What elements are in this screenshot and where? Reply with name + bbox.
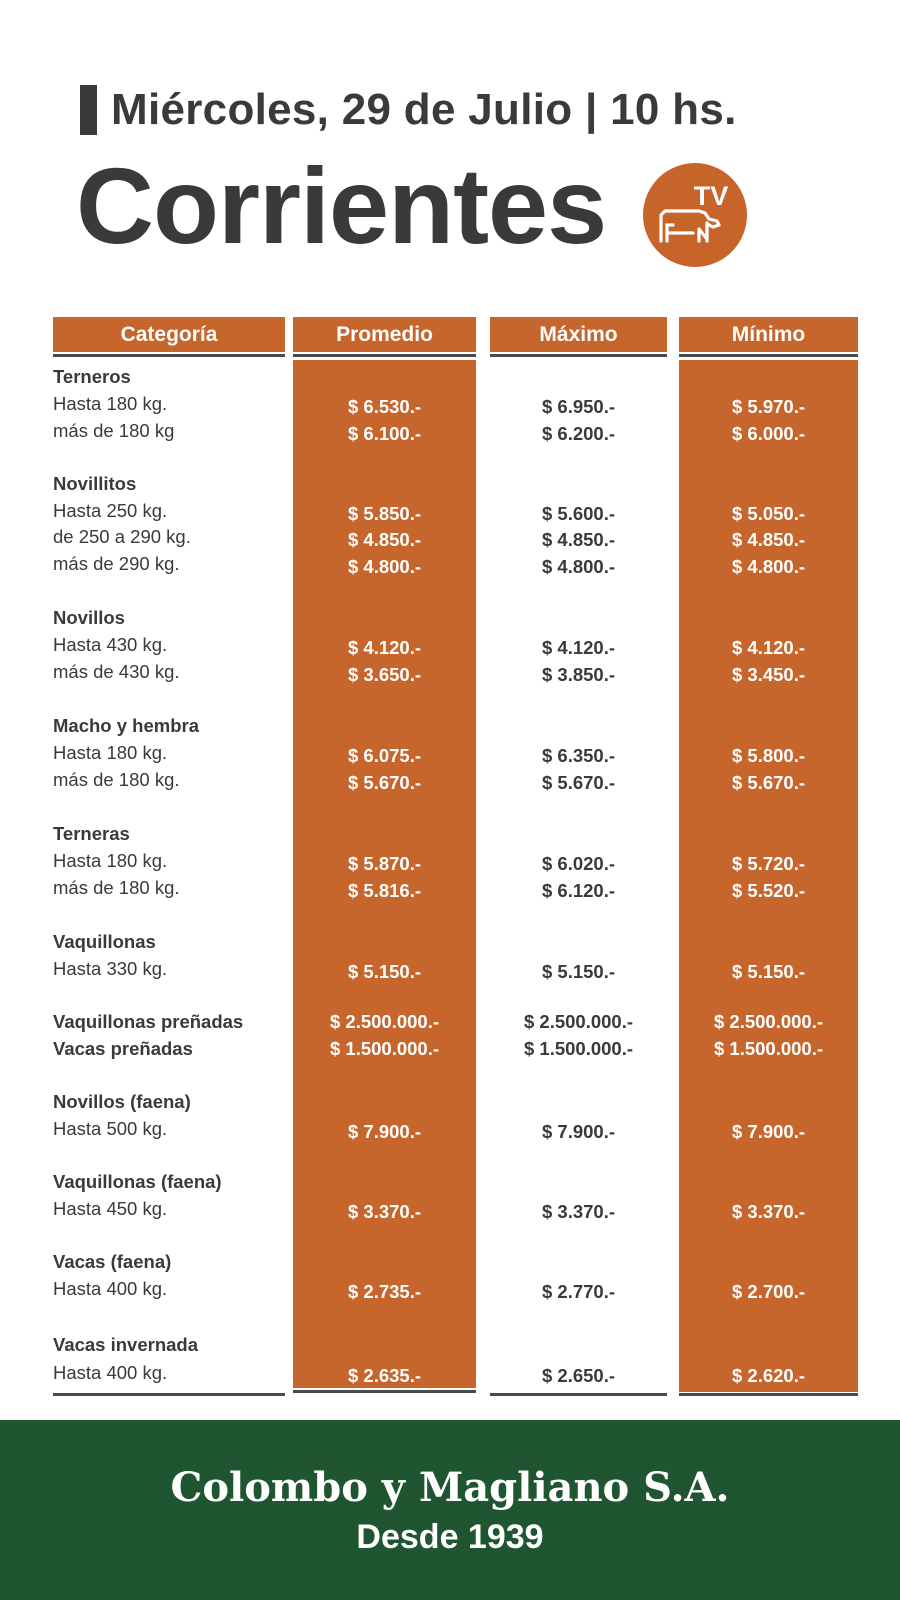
weight-range-label: Hasta 250 kg. xyxy=(53,500,168,521)
tv-logo-icon xyxy=(643,163,747,267)
promedio-cell: $ 3.370.- xyxy=(347,1201,422,1222)
minimo-cell: $ 2.620.- xyxy=(731,1365,806,1386)
maximo-cell: $ 2.770.- xyxy=(541,1281,616,1302)
minimo-cell: $ 5.720.- xyxy=(731,853,806,874)
maximo-cell: $ 5.150.- xyxy=(541,961,616,982)
maximo-cell: $ 4.800.- xyxy=(541,556,616,577)
company-logo: Colombo y Magliano S.A. xyxy=(170,1464,730,1511)
header-divider xyxy=(53,354,285,357)
minimo-cell: $ 3.370.- xyxy=(731,1201,806,1222)
column-header-promedio: Promedio xyxy=(293,317,476,352)
table-bottom-line xyxy=(293,1390,476,1393)
category-label: Novillitos xyxy=(53,473,137,494)
page-title: Corrientes xyxy=(76,145,607,266)
weight-range-label: Hasta 430 kg. xyxy=(53,634,168,655)
weight-range-label: más de 180 kg xyxy=(53,420,175,441)
category-label: Vaquillonas preñadas xyxy=(53,1011,244,1032)
promedio-cell: $ 6.075.- xyxy=(347,745,422,766)
promedio-cell: $ 2.635.- xyxy=(347,1365,422,1386)
minimo-cell: $ 5.520.- xyxy=(731,880,806,901)
promedio-cell: $ 3.650.- xyxy=(347,664,422,685)
promedio-cell: $ 7.900.- xyxy=(347,1121,422,1142)
minimo-cell: $ 4.850.- xyxy=(731,529,806,550)
weight-range-label: Hasta 500 kg. xyxy=(53,1118,168,1139)
category-label: Macho y hembra xyxy=(53,715,199,736)
title-accent-bar xyxy=(80,85,97,135)
maximo-cell: $ 4.120.- xyxy=(541,637,616,658)
minimo-cell: $ 2.500.000.- xyxy=(713,1011,824,1032)
promedio-cell: $ 6.530.- xyxy=(347,396,422,417)
promedio-cell: $ 5.150.- xyxy=(347,961,422,982)
promedio-cell: $ 1.500.000.- xyxy=(329,1038,440,1059)
weight-range-label: Hasta 180 kg. xyxy=(53,850,168,871)
minimo-cell: $ 4.800.- xyxy=(731,556,806,577)
maximo-cell: $ 6.200.- xyxy=(541,423,616,444)
category-label: Novillos xyxy=(53,607,125,628)
tv-logo-text: TV xyxy=(693,181,729,211)
weight-range-label: Hasta 180 kg. xyxy=(53,742,168,763)
date-line xyxy=(80,84,737,136)
category-label: Novillos (faena) xyxy=(53,1091,191,1112)
minimo-cell: $ 5.150.- xyxy=(731,961,806,982)
weight-range-label: más de 430 kg. xyxy=(53,661,180,682)
maximo-cell: $ 3.850.- xyxy=(541,664,616,685)
promedio-cell: $ 2.735.- xyxy=(347,1281,422,1302)
column-header-maximo: Máximo xyxy=(490,317,667,352)
header-divider xyxy=(679,354,858,357)
weight-range-label: Hasta 180 kg. xyxy=(53,393,168,414)
maximo-cell: $ 6.350.- xyxy=(541,745,616,766)
minimo-cell: $ 6.000.- xyxy=(731,423,806,444)
table-bottom-line xyxy=(53,1393,285,1396)
maximo-cell: $ 5.600.- xyxy=(541,503,616,524)
category-label: Vaquillonas xyxy=(53,931,156,952)
table-bottom-line xyxy=(679,1393,858,1396)
weight-range-label: más de 180 kg. xyxy=(53,877,180,898)
promedio-cell: $ 4.800.- xyxy=(347,556,422,577)
weight-range-label: más de 180 kg. xyxy=(53,769,180,790)
maximo-cell: $ 7.900.- xyxy=(541,1121,616,1142)
category-label: Vacas (faena) xyxy=(53,1251,172,1272)
category-label: Terneros xyxy=(53,366,131,387)
founded-year: Desde 1939 xyxy=(356,1518,544,1556)
category-label: Vaquillonas (faena) xyxy=(53,1171,222,1192)
promedio-cell: $ 5.816.- xyxy=(347,880,422,901)
maximo-cell: $ 6.950.- xyxy=(541,396,616,417)
maximo-cell: $ 2.500.000.- xyxy=(523,1011,634,1032)
promedio-cell: $ 5.850.- xyxy=(347,503,422,524)
minimo-cell: $ 5.800.- xyxy=(731,745,806,766)
table-bottom-line xyxy=(490,1393,667,1396)
maximo-cell: $ 3.370.- xyxy=(541,1201,616,1222)
maximo-cell: $ 6.020.- xyxy=(541,853,616,874)
promedio-cell: $ 5.670.- xyxy=(347,772,422,793)
maximo-cell: $ 2.650.- xyxy=(541,1365,616,1386)
category-label: Terneras xyxy=(53,823,130,844)
header-divider xyxy=(293,354,476,357)
minimo-cell: $ 7.900.- xyxy=(731,1121,806,1142)
promedio-cell: $ 2.500.000.- xyxy=(329,1011,440,1032)
promedio-cell: $ 4.850.- xyxy=(347,529,422,550)
weight-range-label: Hasta 400 kg. xyxy=(53,1278,168,1299)
weight-range-label: Hasta 330 kg. xyxy=(53,958,168,979)
promedio-cell: $ 6.100.- xyxy=(347,423,422,444)
header-divider xyxy=(490,354,667,357)
maximo-cell: $ 1.500.000.- xyxy=(523,1038,634,1059)
maximo-cell: $ 4.850.- xyxy=(541,529,616,550)
minimo-cell: $ 3.450.- xyxy=(731,664,806,685)
minimo-cell: $ 5.670.- xyxy=(731,772,806,793)
weight-range-label: Hasta 400 kg. xyxy=(53,1362,168,1383)
minimo-cell: $ 2.700.- xyxy=(731,1281,806,1302)
category-label: Vacas preñadas xyxy=(53,1038,193,1059)
auction-date: Miércoles, 29 de Julio | 10 hs. xyxy=(111,85,737,134)
minimo-cell: $ 4.120.- xyxy=(731,637,806,658)
weight-range-label: más de 290 kg. xyxy=(53,553,180,574)
promedio-cell: $ 4.120.- xyxy=(347,637,422,658)
weight-range-label: de 250 a 290 kg. xyxy=(53,526,191,547)
promedio-cell: $ 5.870.- xyxy=(347,853,422,874)
category-label: Vacas invernada xyxy=(53,1334,199,1355)
minimo-cell: $ 5.050.- xyxy=(731,503,806,524)
column-header-categoria: Categoría xyxy=(53,317,285,352)
minimo-cell: $ 5.970.- xyxy=(731,396,806,417)
maximo-cell: $ 5.670.- xyxy=(541,772,616,793)
column-header-minimo: Mínimo xyxy=(679,317,858,352)
maximo-cell: $ 6.120.- xyxy=(541,880,616,901)
weight-range-label: Hasta 450 kg. xyxy=(53,1198,168,1219)
minimo-cell: $ 1.500.000.- xyxy=(713,1038,824,1059)
